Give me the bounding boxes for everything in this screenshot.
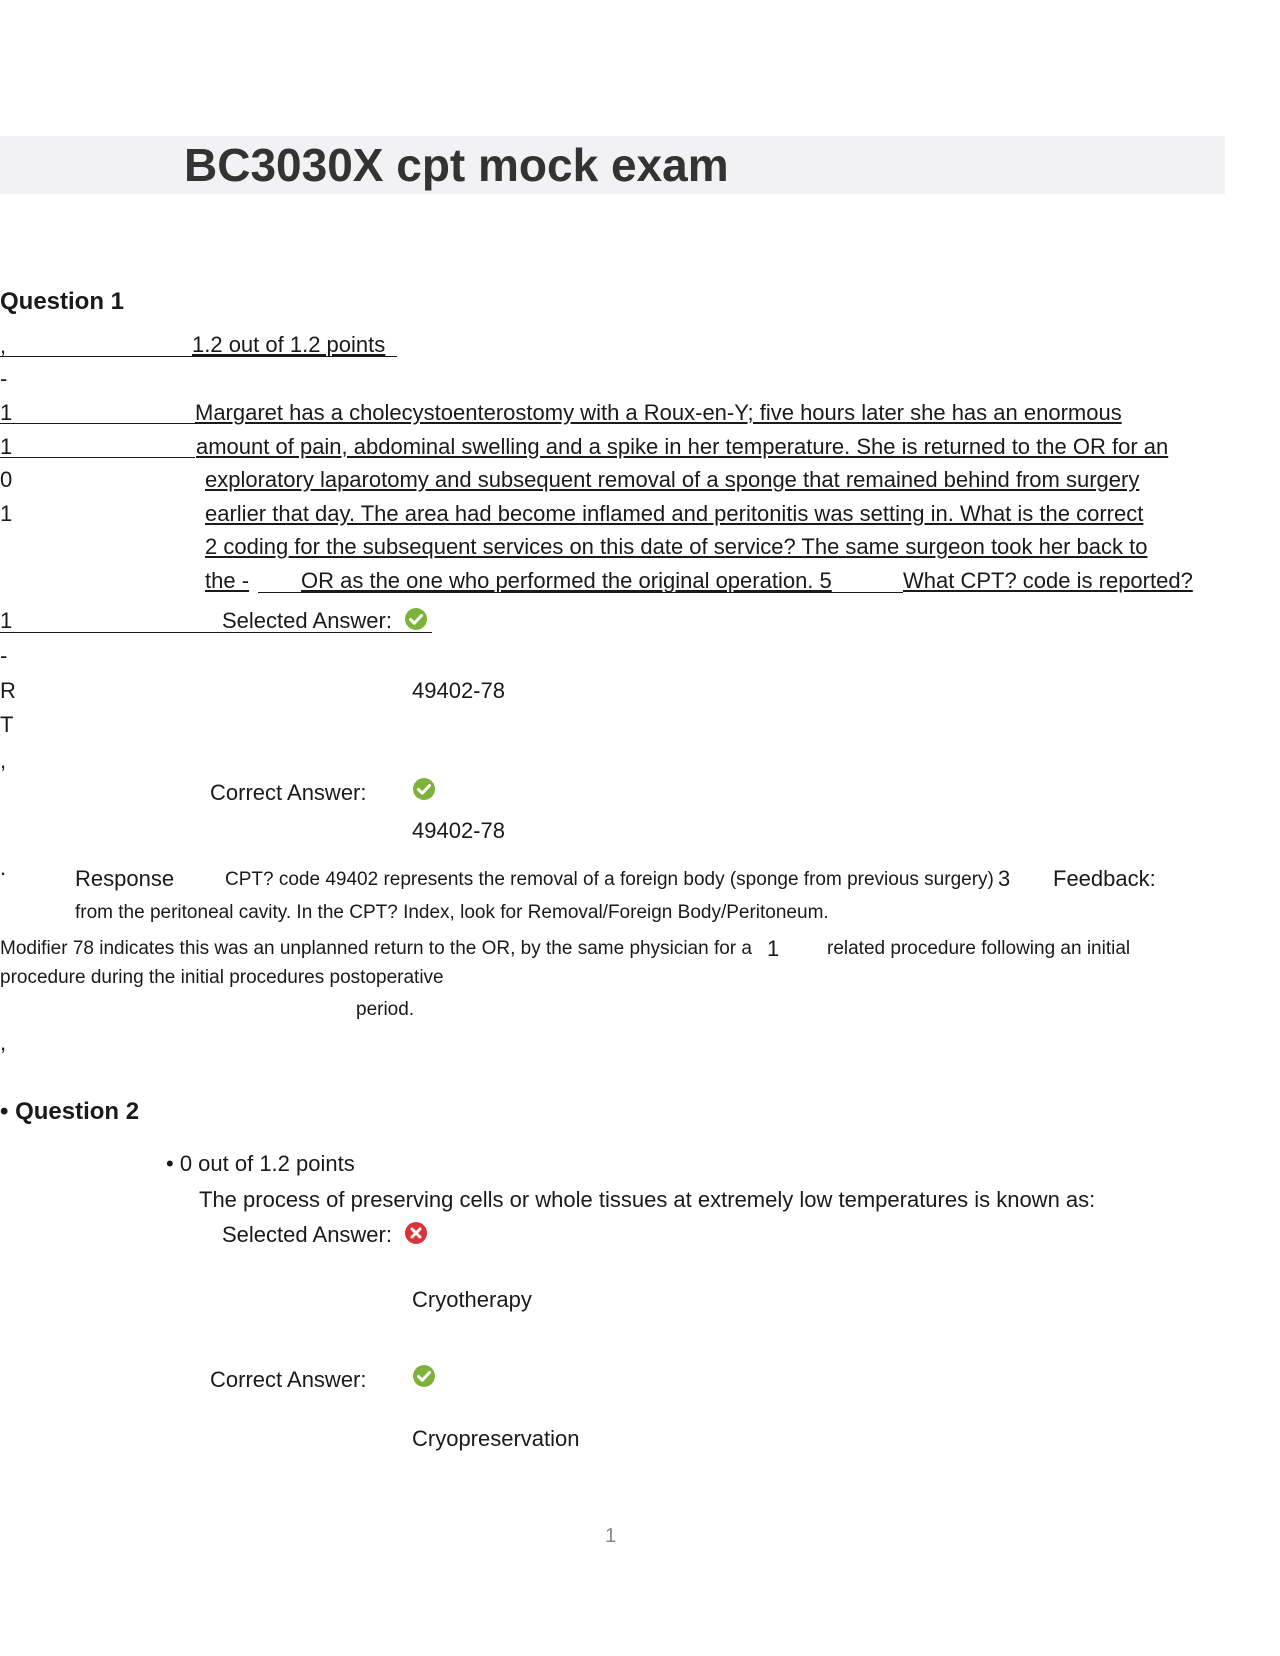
question-1-heading: Question 1: [0, 288, 125, 315]
underline-rule: [258, 592, 903, 593]
margin-char: .: [0, 855, 7, 880]
page-title: BC3030X cpt mock exam: [184, 139, 729, 191]
question-1-text-line: Margaret has a cholecystoenterostomy with a Roux-en-Y; five hours later she has an enormous: [195, 400, 1122, 425]
margin-char: -: [0, 643, 8, 668]
correct-check-icon: [412, 1364, 436, 1388]
response-label: Response: [75, 866, 175, 891]
question-1-text-line: the -: [205, 568, 250, 593]
margin-char: ,: [0, 748, 7, 773]
margin-char: R: [0, 678, 16, 703]
question-1-points: 1.2 out of 1.2 points: [192, 332, 386, 357]
question-1-text-line: What CPT? code is reported?: [903, 568, 1193, 593]
margin-char: 0: [0, 467, 13, 492]
underline-rule: [0, 423, 195, 424]
margin-char: 1: [0, 608, 13, 633]
correct-answer-label: Correct Answer:: [210, 1367, 367, 1392]
question-2-points: • 0 out of 1.2 points: [166, 1151, 355, 1176]
correct-check-icon: [412, 777, 436, 801]
question-1-text-line: amount of pain, abdominal swelling and a spike in her temperature. She is returned to the OR for an: [196, 434, 1169, 459]
underline-rule: [0, 457, 195, 458]
margin-char: 1: [0, 400, 13, 425]
margin-char: T: [0, 712, 14, 737]
page-number: 1: [605, 1525, 617, 1547]
feedback-text: procedure during the initial procedures postoperative: [0, 967, 444, 988]
question-1-text-line: earlier that day. The area had become inflamed and peritonitis was setting in. What is the correct: [205, 501, 1144, 526]
feedback-text: CPT? code 49402 represents the removal of a foreign body (sponge from previous surgery): [225, 869, 994, 890]
margin-char: -: [0, 366, 8, 391]
question-1-text-line: 2 coding for the subsequent services on this date of service? The same surgeon took her back to: [205, 534, 1148, 559]
feedback-number: 1: [767, 936, 780, 961]
margin-char: 1: [0, 434, 13, 459]
feedback-text: from the peritoneal cavity. In the CPT? Index, look for Removal/Foreign Body/Peritoneum.: [75, 902, 829, 923]
margin-char: ,: [0, 333, 7, 358]
selected-answer-label: Selected Answer:: [222, 608, 392, 633]
question-2-text: The process of preserving cells or whole tissues at extremely low temperatures is known as:: [199, 1187, 1096, 1212]
feedback-label: Feedback:: [1053, 866, 1156, 891]
selected-answer-value: Cryotherapy: [412, 1287, 532, 1312]
feedback-number: 3: [998, 866, 1011, 891]
selected-answer-label: Selected Answer:: [222, 1222, 392, 1247]
question-1-text-line: OR as the one who performed the original operation. 5: [301, 568, 832, 593]
correct-answer-value: 49402-78: [412, 818, 505, 843]
question-1-text-line: exploratory laparotomy and subsequent removal of a sponge that remained behind from surgery: [205, 467, 1140, 492]
correct-answer-value: Cryopreservation: [412, 1426, 580, 1451]
feedback-text: period.: [356, 999, 415, 1020]
correct-check-icon: [404, 607, 428, 631]
margin-char: ,: [0, 1030, 7, 1055]
selected-answer-value: 49402-78: [412, 678, 505, 703]
question-2-heading: • Question 2: [0, 1098, 140, 1125]
wrong-x-icon: [404, 1221, 428, 1245]
feedback-text: related procedure following an initial: [827, 938, 1131, 959]
margin-char: 1: [0, 501, 13, 526]
feedback-text: Modifier 78 indicates this was an unplanned return to the OR, by the same physician for a: [0, 938, 752, 959]
correct-answer-label: Correct Answer:: [210, 780, 367, 805]
